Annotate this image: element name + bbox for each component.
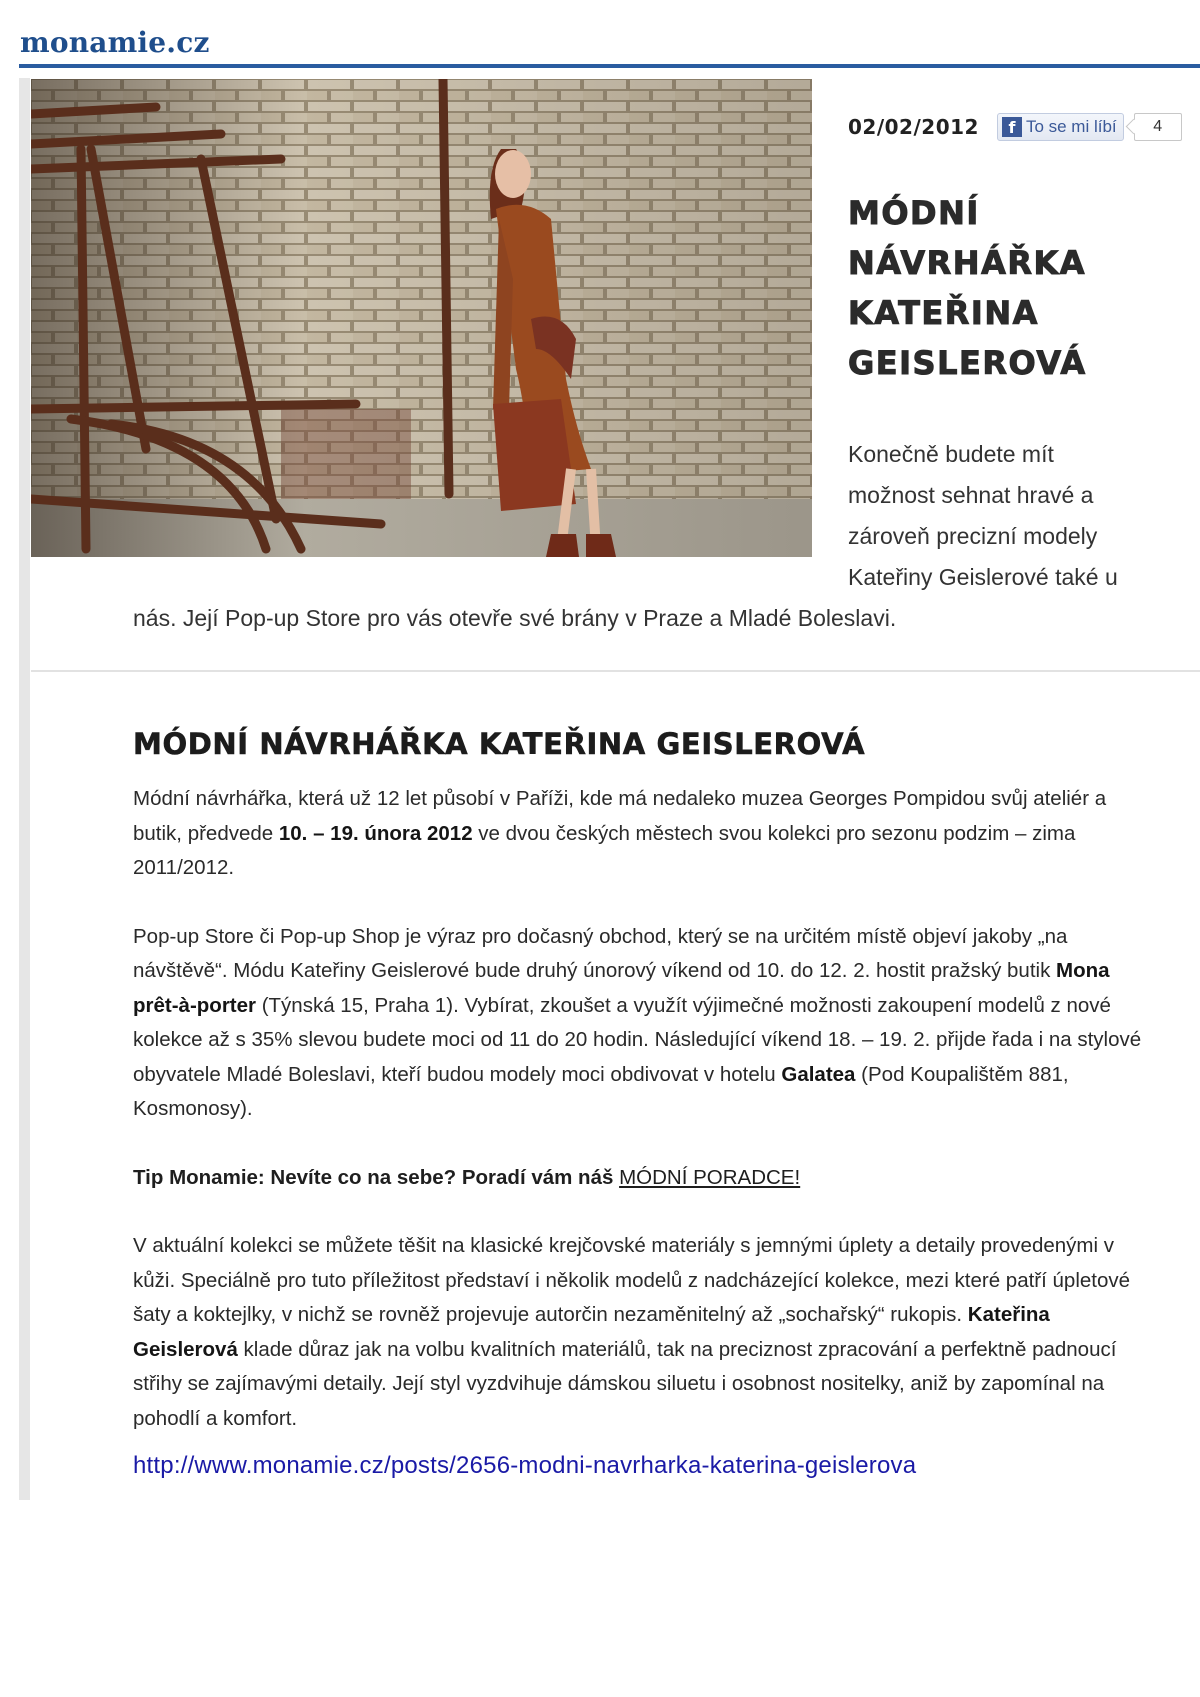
lead-text: Konečně budete mít možnost sehnat hravé a zároveň precizní modely Kateřiny Geislerové také u nás. Její Pop-up Store pro vás otevře své brány v Praze a Mladé Boleslavi.	[133, 441, 1118, 631]
hotel-name: Galatea	[781, 1062, 856, 1086]
paragraph-popup-store: Pop-up Store či Pop-up Shop je výraz pro dočasný obchod, který se na určitém místě objeví jakoby „na návštěvě“. Módu Kateřiny Geislerové bude druhý únorový víkend od 10. do 12. 2. hostit pražský butik Mona prêt-à-porter (Týnská 15, Praha 1). Vybírat, zkoušet a využít výjimečné možnosti zakoupení modelů z nové kolekce až s 35% slevou budete moci od 11 do 20 hodin. Následující víkend 18. – 19. 2. přijde řada i na stylové obyvatele Mladé Boleslavi, kteří budou modely moci obdivovat v hotelu Galatea (Pod Koupalištěm 881, Kosmonosy).	[133, 924, 1142, 1120]
source-url-link[interactable]: http://www.monamie.cz/posts/2656-modni-navrharka-katerina-geislerova	[133, 1452, 917, 1479]
side-title-line: NÁVRHÁŘKA	[848, 244, 1087, 282]
event-dates: 10. – 19. února 2012	[278, 821, 473, 845]
facebook-like-label: To se mi líbí	[1025, 117, 1117, 136]
like-count-bubble	[1134, 113, 1182, 141]
post-date: 02/02/2012	[848, 115, 979, 139]
side-title-line: KATEŘINA	[848, 294, 1039, 332]
section-divider	[31, 670, 1200, 672]
side-title-line: GEISLEROVÁ	[848, 344, 1087, 382]
site-masthead: monamie.cz	[20, 26, 210, 59]
left-margin-bar	[19, 78, 30, 1500]
masthead-divider	[19, 64, 1200, 68]
paragraph-intro: Módní návrhářka, která už 12 let působí v Paříži, kde má nedaleko muzea Georges Pompidou svůj ateliér a butik, předvede 10. – 19. února 2012 ve dvou českých městech svou kolekci pro sezonu podzim – zima 2011/2012.	[133, 787, 1107, 879]
fashion-advisor-link[interactable]: MÓDNÍ PORADCE!	[619, 1165, 801, 1189]
facebook-icon: f	[1002, 117, 1022, 137]
boutique-name: Mona prêt-à-porter	[133, 959, 1110, 1017]
article-title: MÓDNÍ NÁVRHÁŘKA KATEŘINA GEISLEROVÁ	[133, 727, 866, 761]
lead-paragraph	[133, 434, 1143, 639]
post-meta	[848, 111, 1182, 143]
designer-name: Kateřina Geislerová	[133, 1303, 1050, 1361]
tip-paragraph: Tip Monamie: Nevíte co na sebe? Poradí vám náš MÓDNÍ PORADCE!	[133, 1165, 801, 1189]
side-title-line: MÓDNÍ	[848, 194, 980, 232]
like-count: 4	[1134, 113, 1182, 141]
paragraph-collection: V aktuální kolekci se můžete těšit na klasické krejčovské materiály s jemnými úplety a detaily provedenými v kůži. Speciálně pro tuto příležitost představí i několik modelů z nadcházející kolekce, mezi které patří úpletové šaty a koktejlky, v nichž se rovněž projevuje autorčin nezaměnitelný až „sochařský“ rukopis. Kateřina Geislerová klade důraz jak na volbu kvalitních materiálů, tak na preciznost zpracování a perfektně padnoucí střihy se zajímavými detaily. Její styl vyzdvihuje dámskou siluetu i osobnost nositelky, aniž by zapomínal na pohodlí a komfort.	[133, 1234, 1131, 1430]
facebook-like-button[interactable]	[997, 113, 1124, 141]
side-title	[848, 188, 1178, 388]
article-body	[133, 782, 1143, 1470]
